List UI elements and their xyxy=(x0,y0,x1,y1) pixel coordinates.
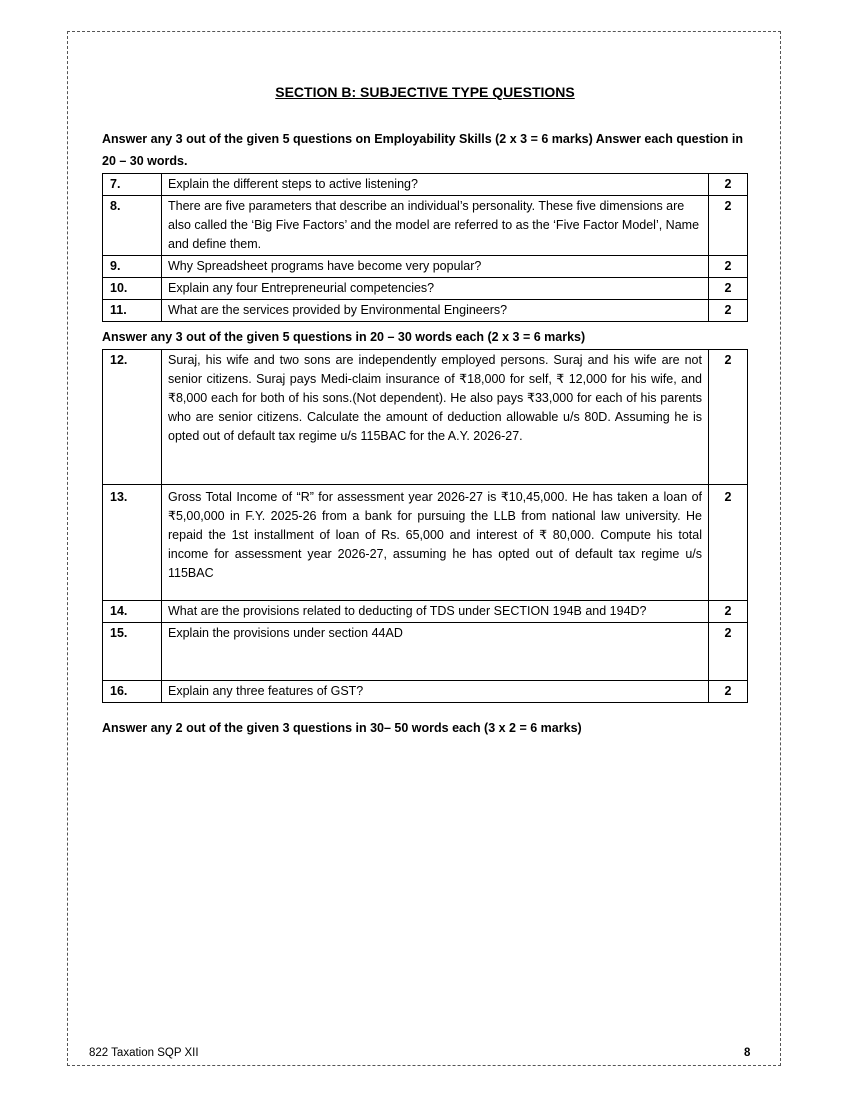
question-text: What are the provisions related to deducting of TDS under SECTION 194B and 194D? xyxy=(162,601,709,623)
question-text: Explain the different steps to active listening? xyxy=(162,174,709,196)
question-number: 9. xyxy=(103,256,162,278)
question-marks: 2 xyxy=(709,256,748,278)
question-number: 13. xyxy=(103,485,162,601)
question-marks: 2 xyxy=(709,196,748,256)
question-text: Explain any three features of GST? xyxy=(162,681,709,703)
question-text: Why Spreadsheet programs have become very popular? xyxy=(162,256,709,278)
question-marks: 2 xyxy=(709,350,748,485)
footer-document-name: 822 Taxation SQP XII xyxy=(89,1047,199,1059)
table-row xyxy=(103,174,748,196)
instruction-long-answer: Answer any 2 out of the given 3 questions in 30– 50 words each (3 x 2 = 6 marks) xyxy=(102,721,582,735)
table-row xyxy=(103,623,748,681)
question-number: 8. xyxy=(103,196,162,256)
table-row xyxy=(103,350,748,485)
question-marks: 2 xyxy=(709,601,748,623)
question-text: Explain the provisions under section 44AD xyxy=(162,623,709,681)
table-row xyxy=(103,485,748,601)
question-marks: 2 xyxy=(709,485,748,601)
footer-page-number: 8 xyxy=(744,1047,751,1059)
question-text: Suraj, his wife and two sons are independently employed persons. Suraj and his wife are not senior citizens. Suraj pays Medi-claim insurance of ₹18,000 for self, ₹ 12,000 for his wife, and ₹8,000 each for both of his sons.(Not dependent). He also pays ₹33,000 for each of his parents who are senior citizens. Calculate the amount of deduction allowable u/s 80D. Assuming he is opted out of default tax regime u/s 115BAC for the A.Y. 2026-27. xyxy=(162,350,709,485)
instruction-employability: Answer any 3 out of the given 5 questions on Employability Skills (2 x 3 = 6 marks) Answer each question in 20 – 30 words. xyxy=(102,132,744,168)
question-text: Explain any four Entrepreneurial competencies? xyxy=(162,278,709,300)
table-row xyxy=(103,256,748,278)
question-number: 15. xyxy=(103,623,162,681)
question-marks: 2 xyxy=(709,300,748,322)
question-number: 14. xyxy=(103,601,162,623)
question-text: There are five parameters that describe an individual’s personality. These five dimensions are also called the ‘Big Five Factors’ and the model are referred to as the ‘Five Factor Model’, Name and define them. xyxy=(162,196,709,256)
table-row xyxy=(103,681,748,703)
table-row xyxy=(103,278,748,300)
section-title: SECTION B: SUBJECTIVE TYPE QUESTIONS xyxy=(275,84,575,100)
question-marks: 2 xyxy=(709,278,748,300)
question-text: What are the services provided by Environmental Engineers? xyxy=(162,300,709,322)
instruction-taxation: Answer any 3 out of the given 5 questions in 20 – 30 words each (2 x 3 = 6 marks) xyxy=(102,330,586,344)
table-employability-questions xyxy=(102,173,748,322)
question-text: Gross Total Income of “R” for assessment year 2026-27 is ₹10,45,000. He has taken a loan of ₹5,00,000 in F.Y. 2025-26 from a bank for pursuing the LLB from national law university. He repaid the 1st installment of loan of Rs. 65,000 and interest of ₹ 80,000. Compute his total income for assessment year 2026-27, assuming he has opted out of default tax regime u/s 115BAC xyxy=(162,485,709,601)
question-number: 16. xyxy=(103,681,162,703)
table-row xyxy=(103,300,748,322)
question-marks: 2 xyxy=(709,681,748,703)
table-row xyxy=(103,601,748,623)
question-number: 11. xyxy=(103,300,162,322)
question-number: 7. xyxy=(103,174,162,196)
question-marks: 2 xyxy=(709,623,748,681)
question-marks: 2 xyxy=(709,174,748,196)
table-taxation-questions xyxy=(102,349,748,703)
question-number: 12. xyxy=(103,350,162,485)
table-row xyxy=(103,196,748,256)
question-number: 10. xyxy=(103,278,162,300)
